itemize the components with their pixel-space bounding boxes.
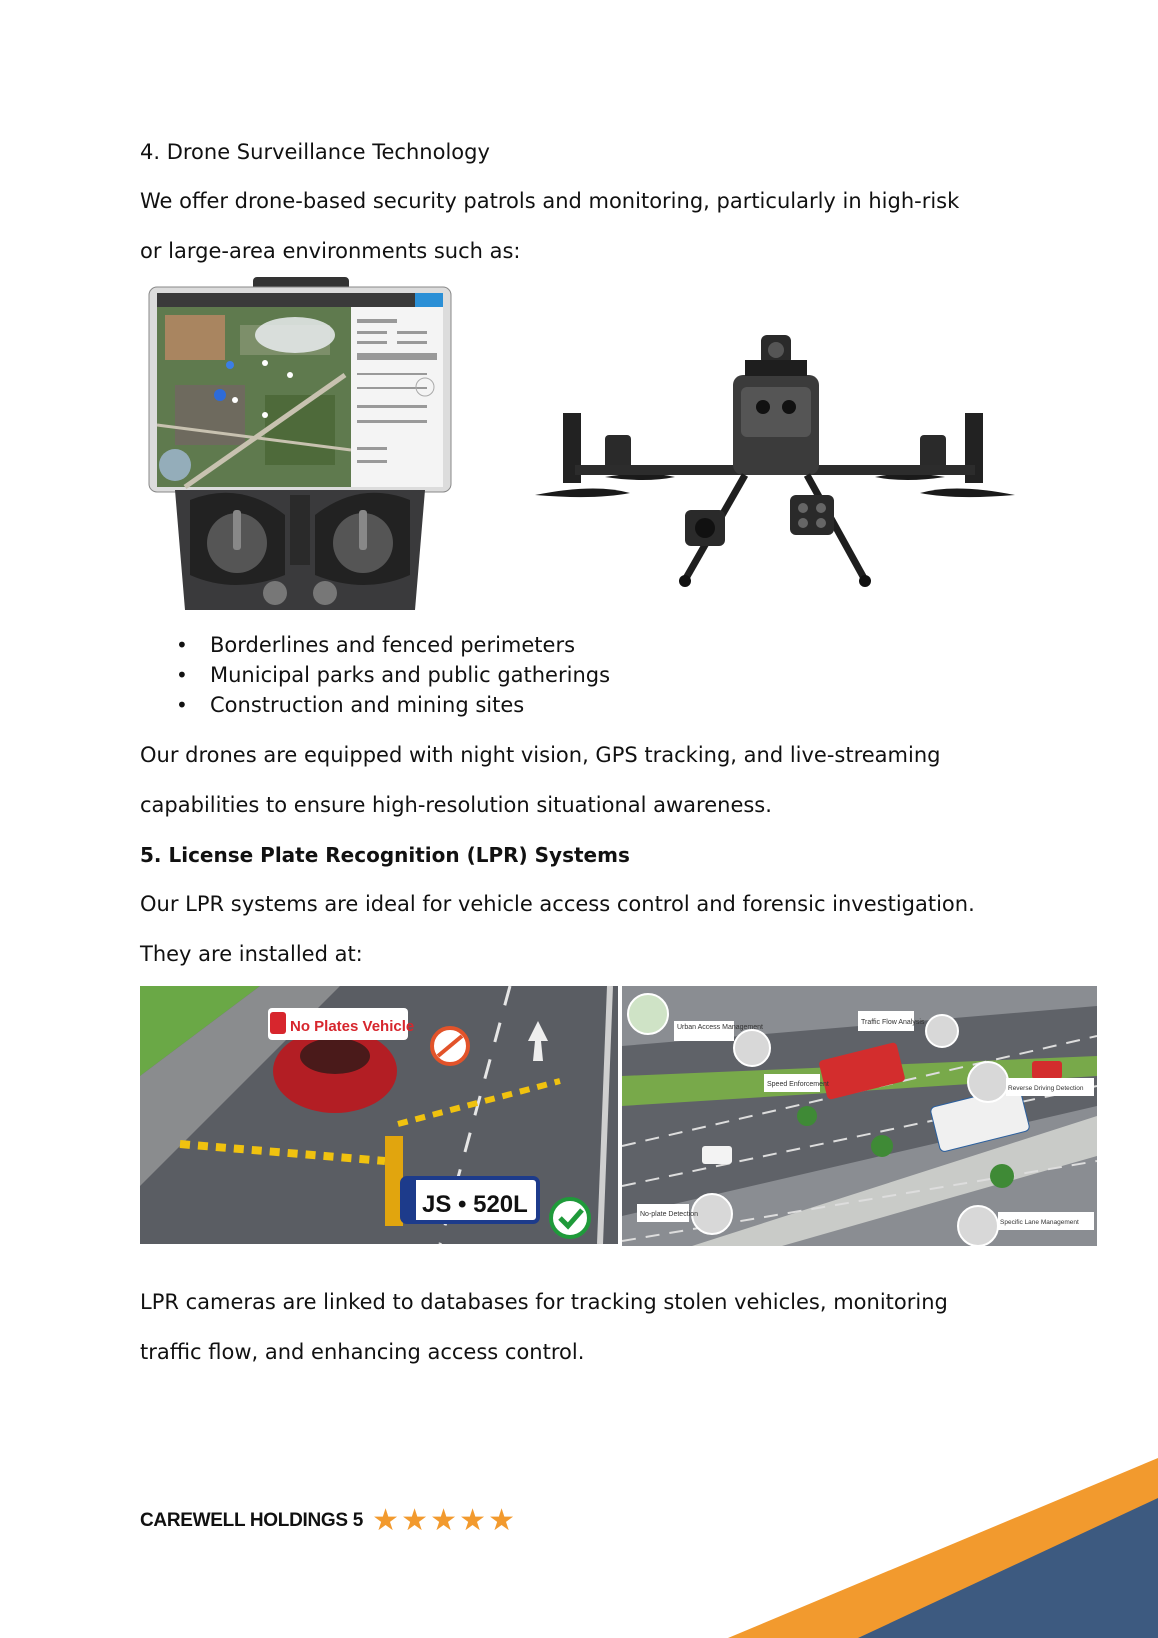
rating-stars xyxy=(371,1503,516,1538)
star-icon: ★ xyxy=(430,1503,457,1538)
label-speed-enforcement: Speed Enforcement xyxy=(767,1081,829,1088)
footer-brand: CAREWELL HOLDINGS 5 xyxy=(140,1510,364,1531)
footer xyxy=(140,1503,516,1538)
drone-intro-line-1: We offer drone-based security patrols and monitoring, particularly in high-risk xyxy=(140,189,960,213)
label-reverse-driving: Reverse Driving Detection xyxy=(1008,1085,1084,1092)
traffic-analytics-image xyxy=(622,986,1097,1246)
lpr-intro-line-2: They are installed at: xyxy=(140,942,363,966)
drone-intro-line-2: or large-area environments such as: xyxy=(140,239,521,263)
list-item: • Construction and mining sites xyxy=(140,690,610,720)
section-heading-drone: 4. Drone Surveillance Technology xyxy=(140,140,490,164)
star-icon: ★ xyxy=(459,1503,486,1538)
lpr-barrier-image xyxy=(140,986,618,1244)
corner-decoration xyxy=(678,1458,1158,1638)
list-item: • Borderlines and fenced perimeters xyxy=(140,630,610,660)
section-heading-lpr: 5. License Plate Recognition (LPR) Systems xyxy=(140,843,630,867)
lpr-closing-line-2: traffic flow, and enhancing access control. xyxy=(140,1340,585,1364)
license-plate-text: JS • 520L xyxy=(422,1191,528,1218)
drone-controller-image xyxy=(145,275,455,610)
star-icon: ★ xyxy=(372,1503,399,1538)
drone-features-line-1: Our drones are equipped with night vision, GPS tracking, and live-streaming xyxy=(140,743,941,767)
label-specific-lane: Specific Lane Management xyxy=(1000,1219,1079,1226)
banner-text: No Plates Vehicle xyxy=(290,1018,415,1035)
label-urban-access: Urban Access Management xyxy=(677,1024,763,1031)
lpr-intro-line-1: Our LPR systems are ideal for vehicle access control and forensic investigation. xyxy=(140,892,975,916)
label-no-plate: No-plate Detection xyxy=(640,1211,698,1218)
drone-use-list xyxy=(140,630,610,720)
list-item: • Municipal parks and public gatherings xyxy=(140,660,610,690)
lpr-closing-line-1: LPR cameras are linked to databases for tracking stolen vehicles, monitoring xyxy=(140,1290,948,1314)
star-icon: ★ xyxy=(401,1503,428,1538)
star-icon: ★ xyxy=(488,1503,515,1538)
drone-features-line-2: capabilities to ensure high-resolution situational awareness. xyxy=(140,793,772,817)
drone-image xyxy=(535,315,1015,595)
label-traffic-flow: Traffic Flow Analysis xyxy=(861,1019,925,1026)
